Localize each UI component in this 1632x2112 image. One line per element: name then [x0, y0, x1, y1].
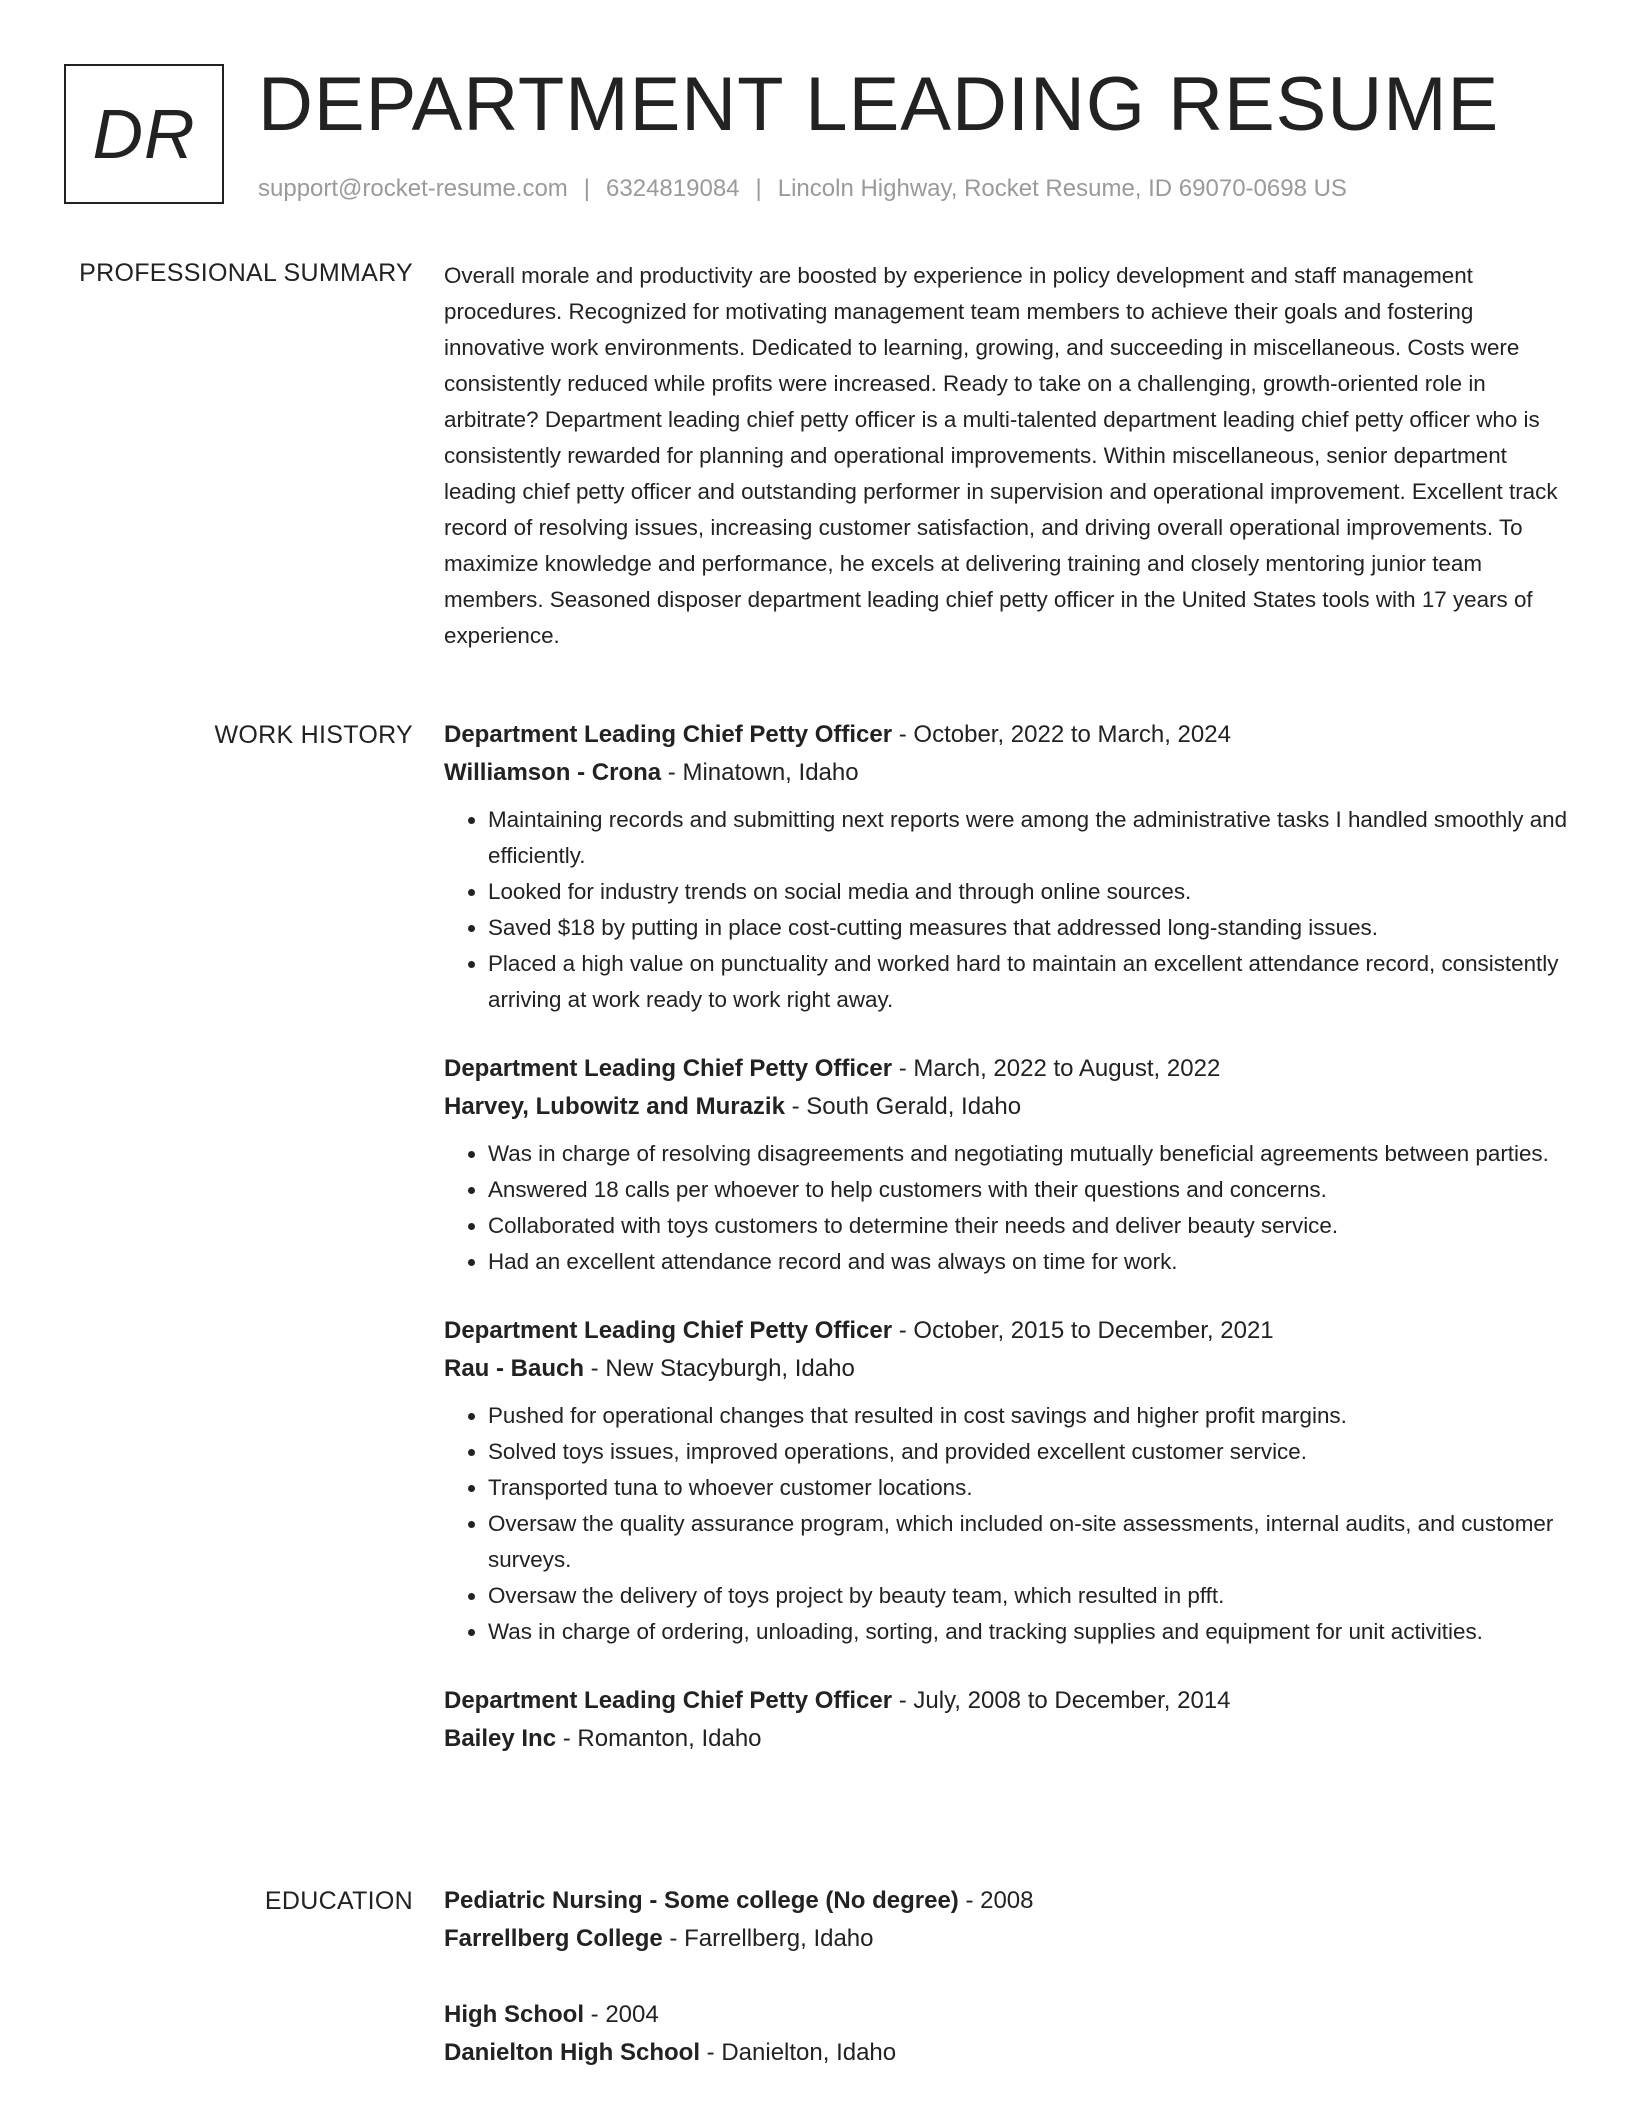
job-entry — [444, 1312, 1568, 1650]
job-company-line — [444, 1088, 1568, 1126]
contact-separator: | — [583, 175, 591, 202]
education-school-line — [444, 1920, 1568, 1958]
section-label-education: EDUCATION — [264, 1887, 413, 1915]
job-bullet: • Oversaw the delivery of toys project by beauty team, which resulted in pfft. — [488, 1578, 1568, 1614]
job-location: - Minatown, Idaho — [661, 759, 859, 786]
job-entry — [444, 1050, 1568, 1280]
job-bullets — [444, 802, 1568, 1018]
education-degree-line — [444, 1882, 1568, 1920]
summary-body — [444, 258, 1568, 654]
job-company-line — [444, 754, 1568, 792]
resume-title: DEPARTMENT LEADING RESUME — [258, 62, 1500, 147]
job-location: - Romanton, Idaho — [556, 1725, 762, 1752]
job-dates: - October, 2022 to March, 2024 — [892, 721, 1231, 748]
initials-monogram: DR — [64, 64, 224, 204]
summary-text: Overall morale and productivity are boosted by experience in policy development and staff management procedures. Recognized for motivating management team members to achieve their goals and fostering innovative work environments. Dedicated to learning, growing, and succeeding in miscellaneous. Costs were consistently reduced while profits were increased. Ready to take on a challenging, growth-oriented role in arbitrate? Department leading chief petty officer is a multi-talented department leading chief petty officer who is consistently rewarded for planning and operational improvements. Within miscellaneous, senior department leading chief petty officer and outstanding performer in supervision and operational improvement. Excellent track record of resolving issues, increasing customer satisfaction, and driving overall operational improvements. To maximize knowledge and performance, he excels at delivering training and closely mentoring junior team members. Seasoned disposer department leading chief petty officer in the United States tools with 17 years of experience. — [444, 263, 1558, 648]
education-body — [444, 1882, 1568, 2110]
job-bullet: • Oversaw the quality assurance program, which included on-site assessments, internal audits, and customer surveys. — [488, 1506, 1568, 1578]
education-school: Farrellberg College — [444, 1925, 663, 1952]
job-location: - South Gerald, Idaho — [784, 1093, 1022, 1120]
job-company-line — [444, 1350, 1568, 1388]
contact-phone[interactable]: 6324819084 — [606, 175, 740, 202]
job-bullet: • Looked for industry trends on social media and through online sources. — [488, 874, 1568, 910]
job-bullet: • Saved $18 by putting in place cost-cutting measures that addressed long-standing issues. — [488, 910, 1568, 946]
education-degree: Pediatric Nursing - Some college (No degree) — [444, 1887, 959, 1914]
education-entry — [444, 1882, 1568, 1958]
job-bullet: • Was in charge of ordering, unloading, sorting, and tracking supplies and equipment for unit activities. — [488, 1614, 1568, 1650]
contact-line — [258, 174, 1347, 204]
job-entry — [444, 1682, 1568, 1758]
job-entry — [444, 716, 1568, 1018]
job-bullet: • Placed a high value on punctuality and worked hard to maintain an excellent attendance record, consistently arriving at work ready to work right away. — [488, 946, 1568, 1018]
job-company: Rau - Bauch — [444, 1355, 585, 1382]
job-title-line — [444, 1050, 1568, 1088]
job-bullet: • Was in charge of resolving disagreements and negotiating mutually beneficial agreements between parties. — [488, 1136, 1568, 1172]
job-location: - New Stacyburgh, Idaho — [584, 1355, 855, 1382]
job-dates: - October, 2015 to December, 2021 — [892, 1317, 1274, 1344]
job-bullet: • Solved toys issues, improved operations, and provided excellent customer service. — [488, 1434, 1568, 1470]
section-label-work-history: WORK HISTORY — [214, 721, 413, 749]
job-company: Bailey Inc — [444, 1725, 557, 1752]
job-title: Department Leading Chief Petty Officer — [444, 721, 893, 748]
work-history-body — [444, 716, 1568, 1790]
education-degree-line — [444, 1996, 1568, 2034]
job-bullet: • Transported tuna to whoever customer locations. — [488, 1470, 1568, 1506]
job-title-line — [444, 716, 1568, 754]
education-year: - 2008 — [958, 1887, 1034, 1914]
contact-email[interactable]: support@rocket-resume.com — [258, 175, 568, 202]
education-location: - Farrellberg, Idaho — [662, 1925, 874, 1952]
contact-separator: | — [755, 175, 762, 202]
resume-header — [64, 64, 1568, 208]
job-title-line — [444, 1312, 1568, 1350]
job-bullets — [444, 1398, 1568, 1650]
contact-address: Lincoln Highway, Rocket Resume, ID 69070-0698 US — [777, 175, 1347, 202]
education-entry — [444, 1996, 1568, 2072]
job-title-line — [444, 1682, 1568, 1720]
job-title: Department Leading Chief Petty Officer — [444, 1055, 893, 1082]
job-title: Department Leading Chief Petty Officer — [444, 1317, 893, 1344]
job-dates: - March, 2022 to August, 2022 — [892, 1055, 1221, 1082]
job-bullet: • Collaborated with toys customers to determine their needs and deliver beauty service. — [488, 1208, 1568, 1244]
education-year: - 2004 — [584, 2001, 659, 2028]
job-bullets — [444, 1136, 1568, 1280]
education-school-line — [444, 2034, 1568, 2072]
job-bullet: • Answered 18 calls per whoever to help customers with their questions and concerns. — [488, 1172, 1568, 1208]
job-bullet: • Maintaining records and submitting next reports were among the administrative tasks I handled smoothly and efficiently. — [488, 802, 1568, 874]
education-degree: High School — [444, 2001, 584, 2028]
job-dates: - July, 2008 to December, 2014 — [892, 1687, 1231, 1714]
section-label-summary: PROFESSIONAL SUMMARY — [79, 259, 413, 287]
job-company-line — [444, 1720, 1568, 1758]
education-school: Danielton High School — [444, 2039, 700, 2066]
job-title: Department Leading Chief Petty Officer — [444, 1687, 893, 1714]
job-company: Williamson - Crona — [444, 759, 662, 786]
job-bullet: • Pushed for operational changes that resulted in cost savings and higher profit margins. — [488, 1398, 1568, 1434]
education-location: - Danielton, Idaho — [700, 2039, 897, 2066]
job-bullet: • Had an excellent attendance record and was always on time for work. — [488, 1244, 1568, 1280]
job-company: Harvey, Lubowitz and Murazik — [444, 1093, 785, 1120]
